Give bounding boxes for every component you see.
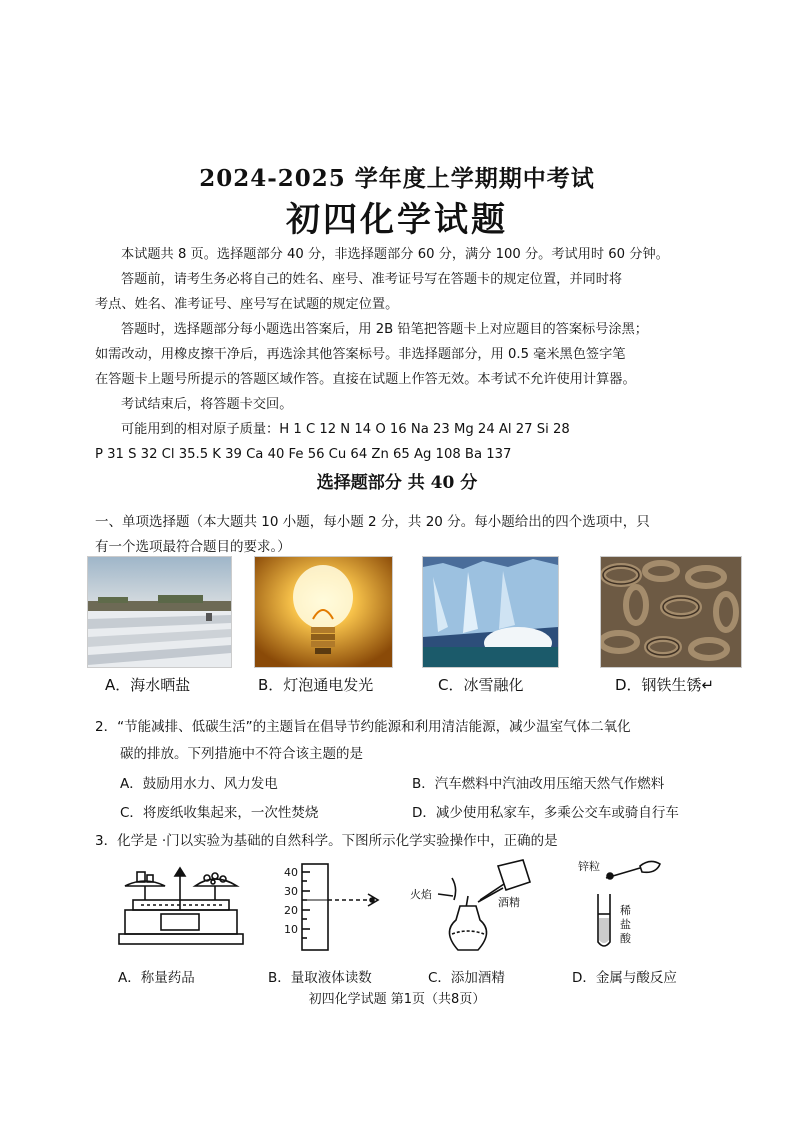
- q2-option-a: A．鼓励用水力、风力发电: [120, 776, 278, 792]
- q2-stem-line1: 2．“节能减排、低碳生活”的主题旨在倡导节约能源和利用清洁能源，减少温室气体二氧化: [95, 719, 631, 735]
- zinc-label: 锌粒: [578, 860, 600, 873]
- q1-stem-line2: 有一个选项最符合题目的要求。）: [95, 539, 291, 555]
- instructions-p3-line1: 答题时，选择题部分每小题选出答案后，用 2B 铅笔把答题卡上对应题目的答案标号涂黑；: [121, 322, 648, 337]
- cylinder-tick-30: 30: [284, 885, 298, 898]
- balance-figure: [115, 858, 245, 956]
- q3-stem: 3．化学是 ·门以实验为基础的自然科学。下图所示化学实验操作中，正确的是: [95, 833, 558, 849]
- rusty-chain-photo: [600, 556, 742, 668]
- q1-option-d: D．钢铁生锈↵: [615, 676, 715, 694]
- q3-option-c: C．添加酒精: [428, 970, 505, 986]
- metal-acid-figure: [570, 858, 680, 956]
- q1-option-a: A．海水晒盐: [105, 676, 191, 694]
- alcohol-label: 酒精: [498, 896, 520, 909]
- exam-title: 2024-2025 学年度上学期期中考试: [199, 165, 595, 192]
- salt-field-photo: [87, 556, 232, 668]
- cylinder-tick-20: 20: [284, 904, 298, 917]
- q2-option-b: B．汽车燃料中汽油改用压缩天然气作燃料: [412, 776, 665, 792]
- alcohol-lamp-figure: [408, 858, 548, 956]
- light-bulb-photo: [254, 556, 393, 668]
- acid-label-char-1: 稀: [620, 904, 631, 917]
- fire-label: 火焰: [410, 888, 432, 901]
- q2-stem-line2: 碳的排放。下列措施中不符合该主题的是: [120, 746, 363, 762]
- acid-label-char-3: 酸: [620, 932, 631, 945]
- instructions-p2-line2: 考点、姓名、准考证号、座号写在试题的规定位置。: [95, 297, 399, 312]
- section-title: 选择题部分 共 40 分: [316, 473, 478, 493]
- instructions-p4: 考试结束后，将答题卡交回。: [121, 397, 293, 412]
- instructions-p3-line3: 在答题卡上题号所提示的答题区域作答。直接在试题上作答无效。本考试不允许使用计算器。: [95, 372, 636, 387]
- q3-option-a: A．称量药品: [118, 970, 195, 986]
- glacier-photo: [422, 556, 559, 668]
- q3-option-b: B．量取液体读数: [268, 970, 372, 986]
- instructions-p1: 本试题共 8 页。选择题部分 40 分，非选择题部分 60 分，满分 100 分。考试用时 60 分钟。: [121, 247, 669, 262]
- graduated-cylinder-figure: [280, 858, 390, 956]
- subject-title: 初四化学试题: [286, 200, 508, 240]
- acid-label-char-2: 盐: [620, 918, 631, 931]
- instructions-p2-line1: 答题前，请考生务必将自己的姓名、座号、准考证号写在答题卡的规定位置，并同时将: [121, 272, 623, 287]
- cylinder-tick-40: 40: [284, 866, 298, 879]
- q1-option-b: B．灯泡通电发光: [258, 676, 374, 694]
- cylinder-tick-10: 10: [284, 923, 298, 936]
- q2-option-c: C．将废纸收集起来，一次性焚烧: [120, 805, 319, 821]
- page-footer: 初四化学试题 第1页（共8页）: [308, 992, 486, 1007]
- q1-option-c: C．冰雪融化: [438, 676, 524, 694]
- instructions-p3-line2: 如需改动，用橡皮擦干净后，再选涂其他答案标号。非选择题部分，用 0.5 毫米黑色签字笔: [95, 347, 626, 362]
- q2-option-d: D．减少使用私家车，多乘公交车或骑自行车: [412, 805, 679, 821]
- atomic-mass-line2: P 31 S 32 Cl 35.5 K 39 Ca 40 Fe 56 Cu 64 Zn 65 Ag 108 Ba 137: [95, 447, 512, 462]
- q3-option-d: D．金属与酸反应: [572, 970, 677, 986]
- q1-stem-line1: 一、单项选择题（本大题共 10 小题，每小题 2 分，共 20 分。每小题给出的四个选项中，只: [95, 514, 650, 530]
- atomic-mass-line1: 可能用到的相对原子质量：H 1 C 12 N 14 O 16 Na 23 Mg 24 Al 27 Si 28: [121, 422, 570, 437]
